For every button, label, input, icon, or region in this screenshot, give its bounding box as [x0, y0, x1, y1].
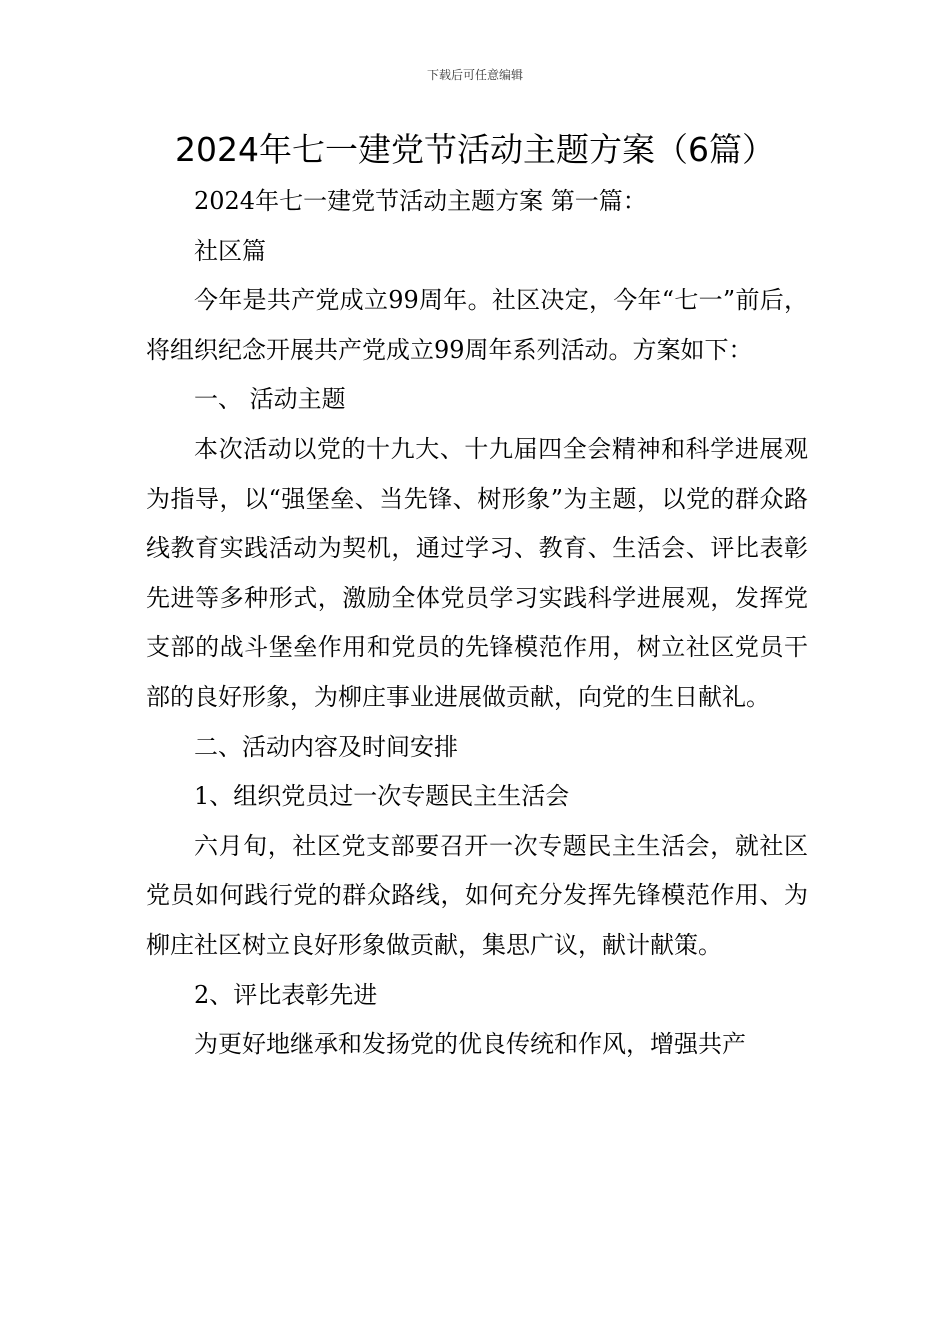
paragraph: 2、评比表彰先进 [194, 980, 378, 1009]
paragraph: 1、组织党员过一次专题民主生活会 [194, 782, 570, 811]
paragraph: 一、 活动主题 [194, 385, 346, 414]
paragraph: 今年是共产党成立99周年。社区决定，今年“七一”前后，将组织纪念开展共产党成立99周年系列活动。方案如下： [146, 286, 808, 364]
document-title: 2024年七一建党节活动主题方案（6篇） [175, 130, 775, 169]
paragraph: 社区篇 [194, 236, 266, 265]
paragraph: 为更好地继承和发扬党的优良传统和作风，增强共产 [194, 1030, 746, 1059]
paragraph: 本次活动以党的十九大、十九届四全会精神和科学进展观为指导，以“强堡垒、当先锋、树形象”为主题，以党的群众路线教育实践活动为契机，通过学习、教育、生活会、评比表彰先进等多种形式，激励全体党员学习实践科学进展观，发挥党支部的战斗堡垒作用和党员的先锋模范作用，树立社区党员干部的良好形象，为柳庄事业进展做贡献，向党的生日献礼。 [146, 434, 808, 711]
paragraph: 二、活动内容及时间安排 [194, 732, 458, 761]
paragraph: 2024年七一建党节活动主题方案 第一篇： [194, 187, 647, 215]
header-note: 下载后可任意编辑 [426, 68, 523, 82]
paragraph: 六月旬，社区党支部要召开一次专题民主生活会，就社区党员如何践行党的群众路线，如何充分发挥先锋模范作用、为柳庄社区树立良好形象做贡献，集思广议，献计献策。 [146, 831, 808, 959]
document-body [146, 177, 808, 1070]
